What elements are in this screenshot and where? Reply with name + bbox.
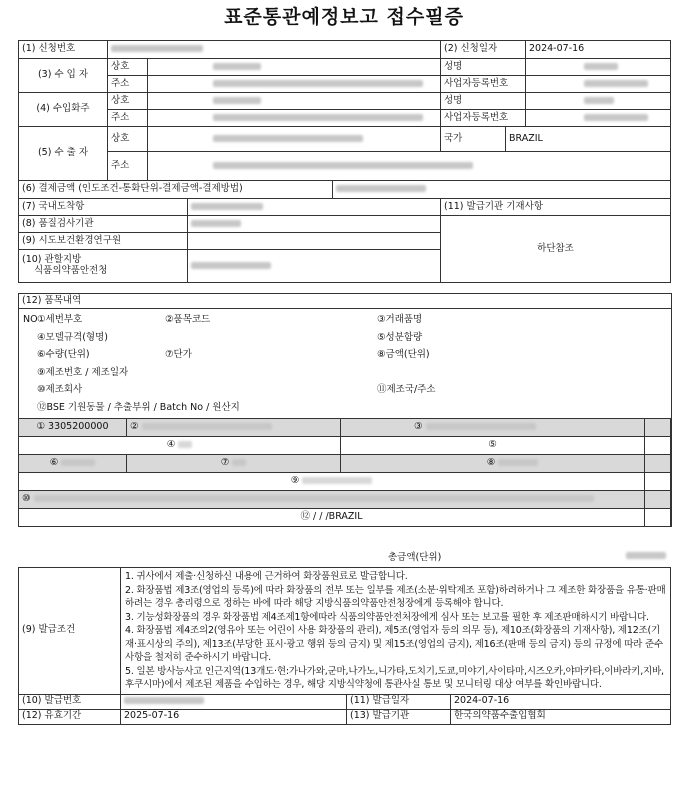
exporter-address-label: 주소 bbox=[108, 152, 148, 181]
applicant-info-table bbox=[18, 40, 671, 283]
grid-marker-10: ⑩ bbox=[22, 493, 31, 505]
importer-name-label: 성명 bbox=[441, 59, 526, 76]
grid-blank-3 bbox=[645, 455, 671, 473]
grid-marker-2: ② bbox=[130, 421, 139, 433]
grid-blank-5 bbox=[645, 491, 671, 509]
grid-marker-7: ⑦ bbox=[220, 457, 230, 469]
owner-bizno-label: 사업자등록번호 bbox=[441, 110, 526, 127]
grid-hs-code-value: 3305200000 bbox=[48, 421, 109, 433]
items-grid bbox=[18, 418, 671, 527]
total-amount-value bbox=[626, 552, 666, 559]
exporter-label: (5) 수 출 자 bbox=[19, 127, 108, 181]
legend-hs-code: ①세번부호 bbox=[37, 314, 83, 325]
grid-ingredient-cell bbox=[341, 437, 645, 455]
jurisdiction-value bbox=[188, 250, 441, 283]
grid-item-code-cell bbox=[127, 419, 341, 437]
total-amount-label: 총금액(단위) bbox=[388, 552, 442, 563]
grid-blank-1 bbox=[645, 419, 671, 437]
grid-blank-4 bbox=[645, 473, 671, 491]
grid-quantity-cell bbox=[19, 455, 127, 473]
grid-marker-4: ④ bbox=[166, 439, 176, 451]
research-value bbox=[188, 233, 441, 250]
issue-date-label: (11) 발급일자 bbox=[347, 694, 451, 709]
items-legend bbox=[19, 309, 671, 418]
application-date-value: 2024-07-16 bbox=[526, 41, 671, 59]
inspection-label: (8) 품질검사기관 bbox=[19, 216, 188, 233]
legend-lot: ⑨제조번호 / 제조일자 bbox=[37, 366, 129, 378]
issuer-note-label: (11) 발급기관 기재사항 bbox=[441, 199, 671, 216]
document-title: 표준통관예정보고 접수필증 bbox=[224, 6, 464, 28]
research-label: (9) 시도보건환경연구원 bbox=[19, 233, 188, 250]
condition-line-2: 2. 화장품법 제3조(영업의 등록)에 따라 화장품의 전부 또는 일부를 제조(소분·위탁제조 포함)하려하거나 그 제조한 화장품을 유통·판매하려는 경우 총리령으로 정하는 바에 따라 해당 지방식품의약품안전청장에게 등록해야 합니다. bbox=[125, 584, 666, 609]
grid-blank-2 bbox=[645, 437, 671, 455]
arrival-port-value bbox=[188, 199, 441, 216]
grid-trade-name-cell bbox=[341, 419, 645, 437]
issuing-org-value: 한국의약품수출입협회 bbox=[451, 709, 671, 724]
exporter-country-value: BRAZIL bbox=[506, 127, 671, 152]
owner-address-value bbox=[148, 110, 441, 127]
legend-item-code: ②품목코드 bbox=[165, 314, 211, 325]
legend-manufacturer: ⑩제조회사 bbox=[37, 384, 83, 395]
grid-marker-6: ⑥ bbox=[49, 457, 59, 469]
grid-marker-5: ⑤ bbox=[488, 439, 497, 451]
importer-address-label: 주소 bbox=[108, 76, 148, 93]
grid-bse-value: / / /BRAZIL bbox=[313, 511, 363, 523]
importer-bizno-value bbox=[526, 76, 671, 93]
settlement-label: (6) 결제금액 (인도조건-통화단위-결제금액-결제방법) bbox=[19, 181, 333, 199]
exporter-country-label: 국가 bbox=[441, 127, 506, 152]
issue-date-value: 2024-07-16 bbox=[451, 694, 671, 709]
conditions-table bbox=[18, 567, 671, 725]
legend-ingredient: ⑤성분함량 bbox=[377, 331, 423, 343]
importer-name-value bbox=[526, 59, 671, 76]
items-section bbox=[18, 293, 672, 527]
importer-trade-name-label: 상호 bbox=[108, 59, 148, 76]
validity-value: 2025-07-16 bbox=[121, 709, 347, 724]
application-no-value bbox=[108, 41, 441, 59]
grid-unit-price-cell bbox=[127, 455, 341, 473]
legend-mfr-country: ⑪제조국/주소 bbox=[377, 384, 436, 395]
grid-marker-3: ③ bbox=[414, 421, 423, 433]
jurisdiction-label-line2: 식품의약품안전청 bbox=[34, 265, 108, 276]
issuer-note-value: 하단참조 bbox=[441, 216, 671, 283]
legend-quantity: ⑥수량(단위) bbox=[37, 349, 90, 360]
jurisdiction-label bbox=[19, 250, 188, 283]
grid-blank-6 bbox=[645, 509, 671, 527]
importer-bizno-label: 사업자등록번호 bbox=[441, 76, 526, 93]
owner-trade-name-label: 상호 bbox=[108, 93, 148, 110]
conditions-text bbox=[121, 568, 671, 695]
exporter-trade-name-label: 상호 bbox=[108, 127, 148, 152]
inspection-value bbox=[188, 216, 441, 233]
condition-line-3: 3. 기능성화장품의 경우 화장품법 제4조제1항에따라 식품의약품안전처장에게 심사 또는 보고를 필한 후 제조판매하시기 바랍니다. bbox=[125, 611, 649, 623]
owner-address-label: 주소 bbox=[108, 110, 148, 127]
legend-bse: ⑫BSE 기원동물 / 추출부위 / Batch No / 원산지 bbox=[37, 401, 240, 413]
condition-line-1: 1. 귀사에서 제출·신청하신 내용에 근거하여 화장품원료로 발급합니다. bbox=[125, 571, 408, 582]
jurisdiction-label-line1: (10) 관할지방 bbox=[22, 254, 82, 266]
grid-marker-1: ① bbox=[36, 421, 46, 433]
owner-trade-name-value bbox=[148, 93, 441, 110]
grid-marker-8: ⑧ bbox=[486, 457, 496, 469]
importer-label: (3) 수 입 자 bbox=[19, 59, 108, 93]
arrival-port-label: (7) 국내도착항 bbox=[19, 199, 188, 216]
grid-model-cell bbox=[19, 437, 341, 455]
grid-marker-12: ⑫ bbox=[300, 511, 310, 523]
legend-unit-price: ⑦단가 bbox=[165, 349, 192, 360]
conditions-label: (9) 발급조건 bbox=[19, 568, 121, 695]
importer-trade-name-value bbox=[148, 59, 441, 76]
legend-model: ④모델규격(형명) bbox=[37, 331, 108, 343]
legend-amount: ⑧금액(단위) bbox=[377, 349, 430, 360]
owner-bizno-value bbox=[526, 110, 671, 127]
items-section-label: (12) 품목내역 bbox=[19, 294, 671, 309]
exporter-trade-name-value bbox=[148, 127, 441, 152]
owner-name-value bbox=[526, 93, 671, 110]
condition-line-5: 5. 일본 방사능사고 인근지역(13개도·현:가나가와,군마,나가노,니가타,도치기,도쿄,미야기,사이타마,시즈오카,야마카타,이바라키,지바,후쿠시마)에서 제조된 제품을 수입하는 경우, 해당 지방식약청에 통관사실 통보 및 모니터링 대상 여부를 확인바랍니다. bbox=[125, 665, 664, 690]
issuing-org-label: (13) 발급기관 bbox=[347, 709, 451, 724]
owner-name-label: 성명 bbox=[441, 93, 526, 110]
issue-no-value bbox=[121, 694, 347, 709]
exporter-address-value bbox=[148, 152, 671, 181]
importer-address-value bbox=[148, 76, 441, 93]
grid-lot-cell bbox=[19, 473, 645, 491]
issue-no-label: (10) 발급번호 bbox=[19, 694, 121, 709]
application-date-label: (2) 신청일자 bbox=[441, 41, 526, 59]
condition-line-4: 4. 화장품법 제4조의2(영유아 또는 어린이 사용 화장품의 관리), 제5조(영업자 등의 의무 등), 제10조(화장품의 기재사항), 제12조(기재·표시상의 주의), 제13조(부당한 표시·광고 행위 등의 금지) 및 제15조(영업의 금지), 제16조(판매 등의 금지) 등의 규정에 따라 준수사항을 철저히 준수하시기 바랍니다. bbox=[125, 625, 663, 663]
grid-amount-cell bbox=[341, 455, 645, 473]
grid-marker-9: ⑨ bbox=[290, 475, 300, 487]
total-amount-row bbox=[388, 549, 670, 563]
settlement-value bbox=[333, 181, 671, 199]
items-no-label: NO bbox=[23, 314, 38, 325]
importer-owner-label: (4) 수입화주 bbox=[19, 93, 108, 127]
legend-trade-name: ③거래품명 bbox=[377, 314, 423, 325]
application-no-label: (1) 신청번호 bbox=[19, 41, 108, 59]
grid-bse-cell bbox=[19, 509, 645, 527]
validity-label: (12) 유효기간 bbox=[19, 709, 121, 724]
grid-hs-code-cell bbox=[19, 419, 127, 437]
grid-manufacturer-cell bbox=[19, 491, 645, 509]
